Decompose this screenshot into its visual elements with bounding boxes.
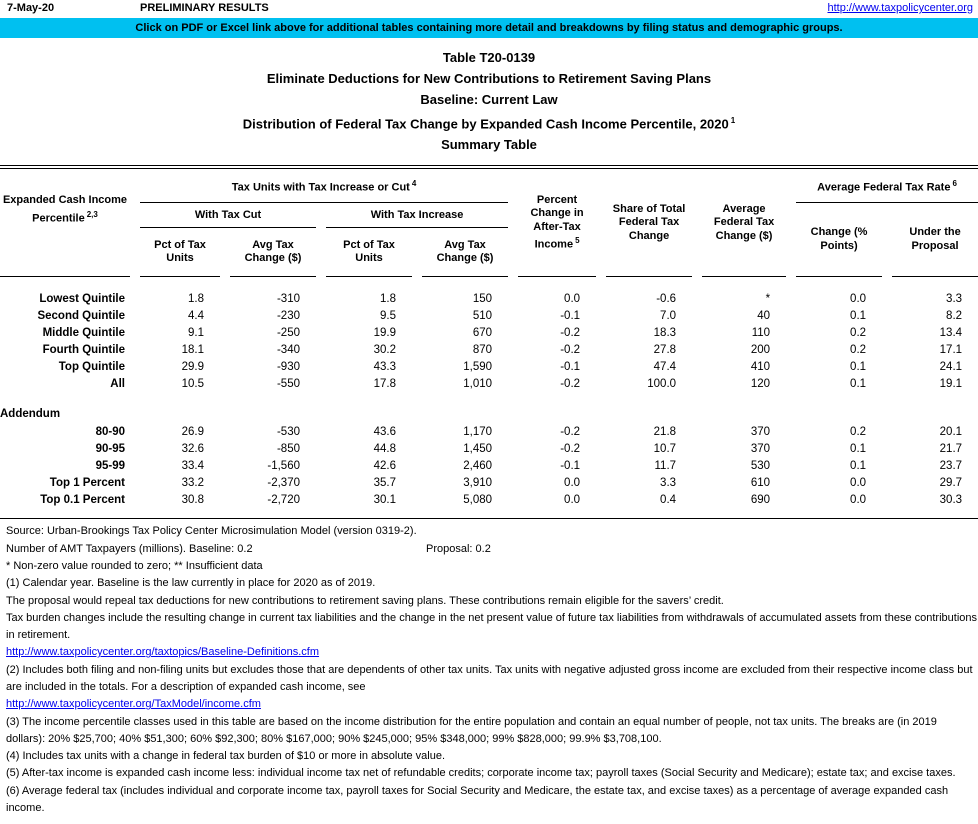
data-cell: 0.2 [850,343,867,356]
row-label: 95-99 [95,459,125,472]
data-cell: 35.7 [373,476,396,489]
data-cell: 24.1 [939,360,963,373]
report-date: 7-May-20 [7,2,55,14]
data-cell: 33.2 [181,476,204,489]
data-cell: 7.0 [660,309,677,322]
data-cell: 26.9 [181,425,204,438]
data-cell: 530 [750,459,771,472]
data-cell: 42.6 [373,459,396,472]
row-label: Top Quintile [58,360,125,373]
data-cell: 0.1 [850,459,867,472]
data-cell: 0.0 [564,493,581,506]
data-cell: -230 [276,309,300,322]
data-cell: 18.3 [653,326,677,339]
header-expanded-cash-income: Expanded Cash Income Percentile $^{2,3}$ [0,169,130,277]
table-row [0,375,978,392]
data-cell: 21.7 [939,442,963,455]
data-cell: -250 [276,326,300,339]
title-block [0,47,978,155]
data-cell: 8.2 [946,309,963,322]
data-cell: -0.2 [560,442,581,455]
note-1c: Tax burden changes include the resulting change in current tax liabilities and the change in the net present value of future tax liabilities from withdrawals of accumulated assets from these contributions in retirement. [6,611,977,642]
row-label: Middle Quintile [42,326,125,339]
data-cell: 29.7 [939,476,963,489]
data-cell: -1,560 [267,459,300,472]
data-cell: 5,080 [463,493,493,506]
note-6: (6) Average federal tax (includes individual and corporate income tax, payroll taxes for Social Security and Medicare, the estate tax, and excise taxes) as a percentage of average expanded cash income. [6,784,949,815]
table-row [0,324,978,341]
note-1b: The proposal would repeal tax deductions for new contributions to retirement saving plans. These contributions remain eligible for the savers’ credit. [6,594,724,607]
data-cell: 40 [757,309,771,322]
table-number: Table T20-0139 [442,50,536,65]
table-row [0,474,978,491]
amt-note: Number of AMT Taxpayers (millions). Baseline: 0.2 Proposal: 0.2 [6,542,491,555]
data-cell: 30.3 [939,493,963,506]
data-cell: 1,010 [463,377,493,390]
data-cell: 1,450 [463,442,493,455]
summary-table-label: Summary Table [441,137,537,153]
spacer-row [0,392,978,405]
row-label: All [110,377,125,390]
header-avg-tax-change-cut: Avg Tax Change ($) [230,228,316,277]
header-under-the-proposal: Under the Proposal [892,203,978,277]
data-cell: -0.2 [560,377,581,390]
note-1: (1) Calendar year. Baseline is the law currently in place for 2020 as of 2019. [6,577,376,590]
header-pct-change-after-tax-income: Percent Change in After-Tax Income $^5$ [518,169,596,277]
header-with-tax-cut: With Tax Cut [140,203,316,228]
table-row [0,290,978,307]
data-cell: 0.2 [850,425,867,438]
info-banner [0,18,978,38]
data-cell: 33.4 [181,459,204,472]
data-cell: -0.1 [560,459,581,472]
taxpolicycenter-link[interactable]: http://www.taxpolicycenter.org [827,2,973,14]
data-cell: 9.1 [188,326,204,339]
data-cell: 510 [472,309,493,322]
asterisk-note: * Non-zero value rounded to zero; ** Insufficient data [6,559,263,572]
note-2: (2) Includes both filing and non-filing units but excludes those that are dependents of other tax units. Tax units with negative adjusted gross income are excluded from their respective income class but are included in the totals. For a description of expanded cash income, see [6,663,973,693]
header-pct-of-tax-units-increase: Pct of Tax Units [326,228,412,277]
row-label: 90-95 [95,442,125,455]
row-label: Lowest Quintile [39,292,125,305]
data-cell: 370 [750,425,771,438]
data-cell: 30.8 [181,493,204,506]
data-cell: -930 [276,360,300,373]
data-cell: 1.8 [380,292,396,305]
addendum-label: Addendum [0,408,61,421]
table-title: Eliminate Deductions for New Contributions to Retirement Saving Plans [266,71,712,86]
data-cell: 610 [750,476,771,489]
data-cell: 0.1 [850,309,867,322]
footnotes [0,523,978,817]
data-cell: 690 [750,493,771,506]
data-cell: 100.0 [647,377,677,390]
header-group-average-federal-tax-rate: Average Federal Tax Rate $^6$ [796,169,978,203]
data-cell: 150 [472,292,493,305]
header-average-federal-tax-change: Average Federal Tax Change ($) [702,169,786,277]
summary-table [0,165,978,519]
data-cell: -2,720 [267,493,300,506]
data-cell: 410 [750,360,771,373]
data-cell: 120 [750,377,771,390]
note-5: (5) After-tax income is expanded cash income less: individual income tax net of refundable credits; corporate income tax; payroll taxes (Social Security and Medicare); estate tax; and excise taxes. [6,767,956,780]
table-row [0,307,978,324]
row-label: 80-90 [95,425,125,438]
data-cell: 2,460 [463,459,493,472]
data-cell: 3.3 [946,292,963,305]
data-cell: 370 [750,442,771,455]
source-note: Source: Urban-Brookings Tax Policy Center Microsimulation Model (version 0319-2). [6,525,417,538]
top-bar [0,0,978,18]
data-cell: -0.2 [560,326,581,339]
data-cell: 0.1 [850,442,867,455]
table-row [0,491,978,508]
data-cell: 4.4 [188,309,204,322]
data-cell: 0.1 [850,360,867,373]
data-cell: -0.2 [560,425,581,438]
data-cell: -550 [276,377,300,390]
data-cell: 0.2 [850,326,867,339]
data-cell: 47.4 [653,360,677,373]
data-cell: -0.6 [656,292,677,305]
row-label: Top 1 Percent [49,476,125,489]
data-cell: 0.0 [850,292,867,305]
note-3: (3) The income percentile classes used in this table are based on the income distribution for the entire population and contain an equal number of people, not tax units. The breaks are (in 2019 dollars): 20% $25,700; 40% $51,300; 60% $92,300; 80% $167,000; 90% $245,000; 95% $348,000; 99% $828,000; 99.9% $3,708,100. [6,715,937,745]
data-cell: 23.7 [939,459,963,472]
income-link-line [6,696,978,713]
data-cell: 44.8 [373,442,396,455]
data-cell: 3.3 [660,476,677,489]
header-group-tax-units: Tax Units with Tax Increase or Cut $^4$ [140,169,508,203]
header-change-pct-points: Change (% Points) [796,203,882,277]
table-row [0,440,978,457]
data-cell: * [765,292,771,305]
data-cell: 11.7 [654,459,677,472]
data-cell: -310 [276,292,300,305]
data-cell: 200 [750,343,771,356]
data-cell: 17.8 [373,377,396,390]
data-cell: 27.8 [653,343,677,356]
income-definition-link[interactable]: http://www.taxpolicycenter.org/TaxModel/income.cfm [6,698,261,711]
addendum-row [0,405,978,423]
data-cell: 0.0 [850,476,867,489]
data-cell: 17.1 [939,343,963,356]
data-cell: -850 [276,442,300,455]
data-cell: 43.6 [373,425,396,438]
data-cell: 1,590 [463,360,493,373]
row-label: Fourth Quintile [42,343,125,356]
note-4: (4) Includes tax units with a change in federal tax burden of $10 or more in absolute value. [6,750,446,763]
data-cell: 3,910 [463,476,493,489]
header-pct-of-tax-units-cut: Pct of Tax Units [140,228,220,277]
data-cell: 1,170 [463,425,493,438]
data-cell: 0.0 [850,493,867,506]
data-cell: 20.1 [939,425,963,438]
data-cell: 9.5 [380,309,396,322]
data-cell: 18.1 [181,343,204,356]
table-row [0,341,978,358]
spacer-row [0,277,978,290]
data-cell: -0.1 [560,309,581,322]
table-row [0,457,978,474]
data-cell: 110 [751,326,771,339]
data-cell: 0.1 [850,377,867,390]
baseline-definitions-link[interactable]: http://www.taxpolicycenter.org/taxtopics/Baseline-Definitions.cfm [6,646,320,659]
distribution-line: Distribution of Federal Tax Change by Expanded Cash Income Percentile, 2020 $^1$ [242,116,736,132]
data-cell: 13.4 [939,326,963,339]
header-avg-tax-change-increase: Avg Tax Change ($) [422,228,508,277]
data-cell: 0.0 [564,476,581,489]
data-cell: 10.5 [181,377,204,390]
header-with-tax-increase: With Tax Increase [326,203,508,228]
data-cell: 1.8 [188,292,204,305]
data-cell: 32.6 [181,442,204,455]
preliminary-results-label: PRELIMINARY RESULTS [140,2,269,14]
data-cell: -340 [276,343,300,356]
table-row [0,423,978,440]
data-cell: -2,370 [267,476,300,489]
data-cell: 19.9 [373,326,396,339]
data-cell: 10.7 [653,442,677,455]
data-cell: -530 [276,425,300,438]
header-share-total-federal-tax-change: Share of Total Federal Tax Change [606,169,692,277]
data-cell: -0.2 [560,343,581,356]
data-cell: 21.8 [653,425,677,438]
data-cell: 30.1 [373,493,396,506]
data-cell: 670 [472,326,493,339]
data-cell: 0.0 [564,292,581,305]
baseline-definitions-link-line [6,644,978,661]
banner-text: Click on PDF or Excel link above for additional tables containing more detail and breakdowns by filing status and demographic groups. [135,22,843,34]
row-label: Top 0.1 Percent [40,493,125,506]
row-label: Second Quintile [37,309,125,322]
table-row [0,358,978,375]
data-cell: 30.2 [373,343,396,356]
data-cell: 870 [472,343,493,356]
baseline-line: Baseline: Current Law [420,92,558,107]
data-cell: 29.9 [181,360,204,373]
data-cell: 0.4 [660,493,677,506]
data-cell: 43.3 [373,360,396,373]
data-cell: 19.1 [939,377,963,390]
data-cell: -0.1 [560,360,581,373]
